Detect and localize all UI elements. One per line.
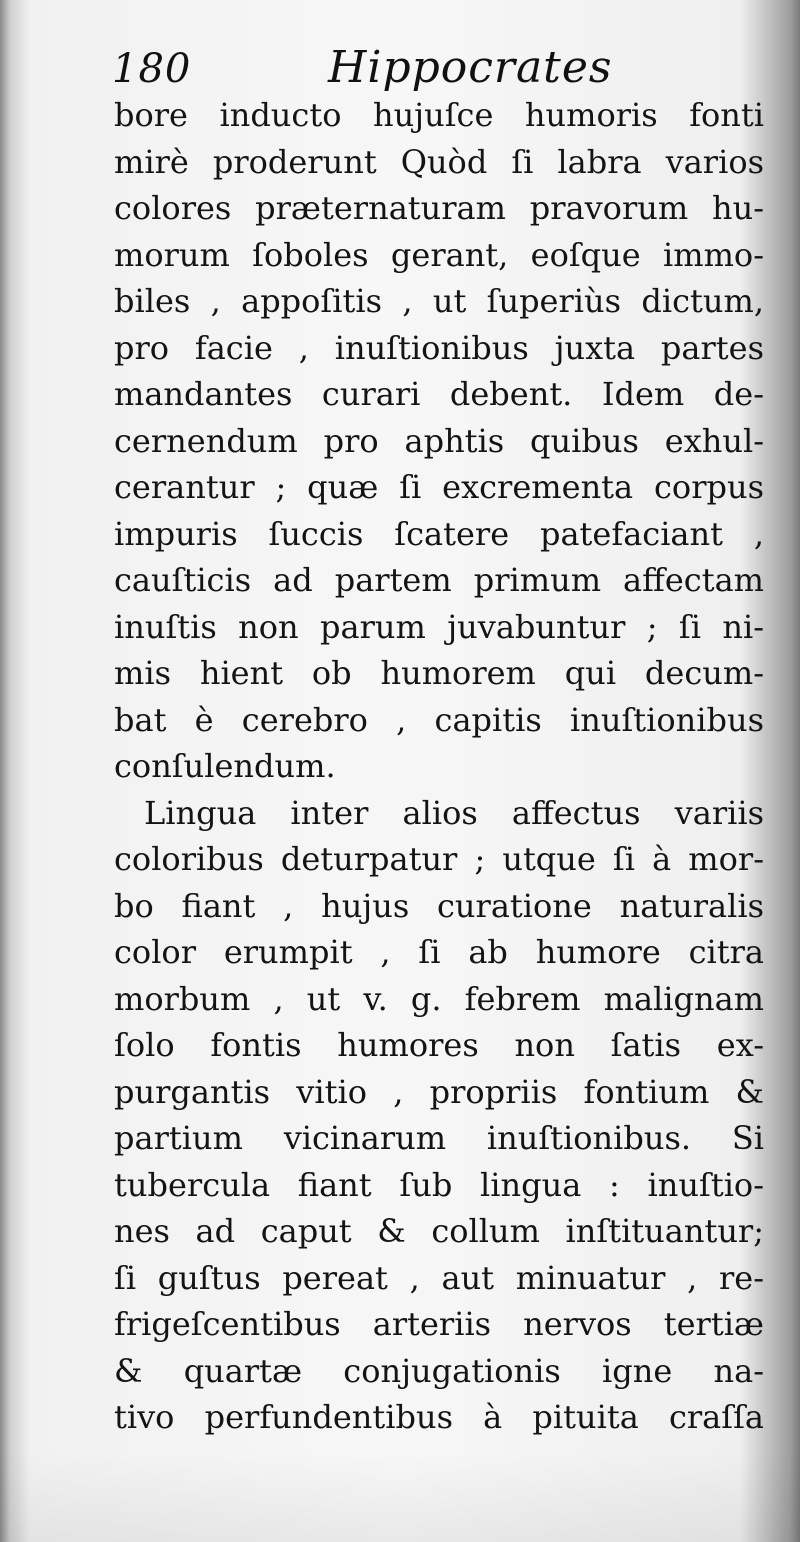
- text-line: ſolo fontis humores non ſatis ex-: [114, 1026, 764, 1064]
- text-line: cauſticis ad partem primum affectam: [114, 561, 764, 599]
- text-line: Lingua inter alios affectus variis: [144, 793, 764, 832]
- text-line: partium vicinarum inuſtionibus. Si: [114, 1119, 764, 1157]
- text-line: biles , appoſitis , ut ſuperiùs dictum,: [114, 282, 764, 320]
- page-header: [112, 40, 752, 100]
- text-line: cerantur ; quæ ſi excrementa corpus: [114, 468, 764, 506]
- text-line: colores præternaturam pravorum hu-: [114, 189, 764, 227]
- text-line: coloribus deturpatur ; utque ſi à mor-: [114, 840, 764, 878]
- text-line: morbum , ut v. g. febrem malignam: [114, 979, 764, 1018]
- text-line: tivo perfundentibus à pituita craſſa: [114, 1398, 764, 1436]
- running-title: Hippocrates: [328, 42, 613, 93]
- page-number: 180: [112, 46, 192, 92]
- text-line: inuſtis non parum juvabuntur ; ſi ni-: [114, 607, 764, 646]
- text-line: frigeſcentibus arteriis nervos tertiæ: [114, 1305, 764, 1343]
- text-line: bore inducto hujuſce humoris fonti: [114, 96, 764, 134]
- text-line: morum ſoboles gerant, eoſque immo-: [114, 235, 764, 274]
- text-line: & quartæ conjugationis igne na-: [114, 1351, 764, 1390]
- text-line: mirè proderunt Quòd ſi labra varios: [114, 142, 764, 181]
- text-line: pro facie , inuſtionibus juxta partes: [114, 328, 764, 367]
- text-line: ſi guſtus pereat , aut minuatur , re-: [114, 1258, 764, 1297]
- text-line: color erumpit , ſi ab humore citra: [114, 933, 764, 971]
- text-line: impuris ſuccis ſcatere patefaciant ,: [114, 514, 764, 553]
- text-line: bo fiant , hujus curatione naturalis: [114, 886, 764, 925]
- text-line: conſulendum.: [114, 747, 336, 785]
- text-line: bat è cerebro , capitis inuſtionibus: [114, 700, 764, 739]
- text-line: purgantis vitio , propriis fontium &: [114, 1072, 764, 1111]
- text-line: mis hient ob humorem qui decum-: [114, 654, 764, 692]
- text-line: mandantes curari debent. Idem de-: [114, 375, 764, 413]
- text-line: nes ad caput & collum inſtituantur;: [114, 1212, 764, 1250]
- text-line: tubercula fiant ſub lingua : inuſtio-: [114, 1165, 764, 1204]
- body-text: [114, 92, 764, 1441]
- text-line: cernendum pro aphtis quibus exhul-: [114, 421, 764, 460]
